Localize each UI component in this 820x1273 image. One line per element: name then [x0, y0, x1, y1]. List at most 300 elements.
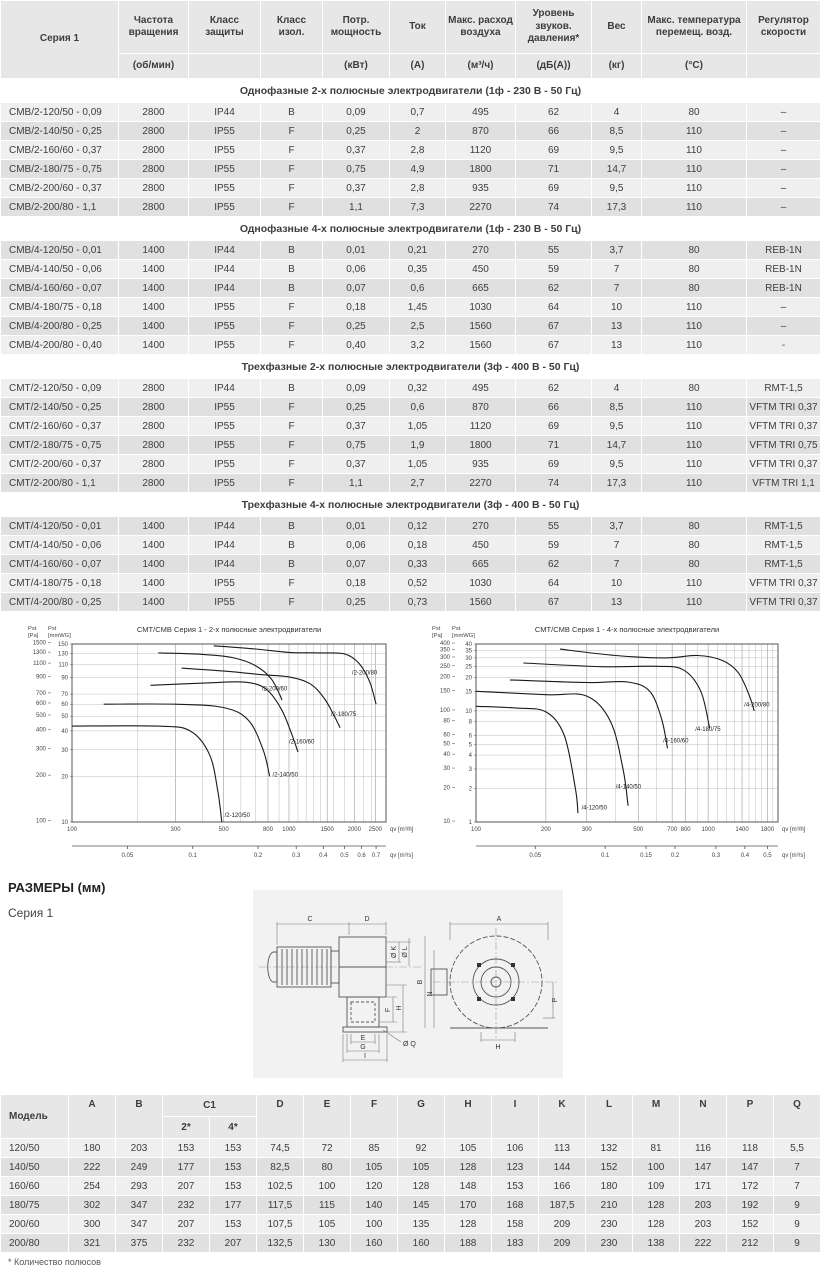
y-pa-tick-label: 400 — [36, 728, 47, 734]
dim-label-g: G — [360, 1044, 365, 1051]
model-cell: 180/75 — [1, 1196, 69, 1215]
spec-cell: IP55 — [189, 593, 261, 612]
y-mmwg-tick-label: 40 — [61, 729, 68, 735]
spec-cell: F — [261, 160, 323, 179]
dims-cell: 123 — [492, 1158, 539, 1177]
dims-cell: 207 — [210, 1234, 257, 1253]
spec-cell: 71 — [516, 436, 592, 455]
x-secondary-tick-label: 0.2 — [254, 853, 263, 859]
spec-cell: 0,32 — [390, 379, 446, 398]
curve-label: /2-140/50 — [273, 772, 299, 778]
model-cell: CMB/2-140/50 - 0,25 — [1, 122, 119, 141]
spec-header-name: Класс изол. — [261, 1, 323, 54]
spec-cell: RMT-1,5 — [747, 517, 820, 536]
spec-cell: 1120 — [446, 417, 516, 436]
model-cell: CMB/4-180/75 - 0,18 — [1, 298, 119, 317]
dims-row — [1, 1158, 820, 1177]
spec-cell: 1400 — [119, 279, 189, 298]
spec-cell: 80 — [642, 379, 747, 398]
model-cell: CMT/4-120/50 - 0,01 — [1, 517, 119, 536]
spec-row — [1, 536, 820, 555]
spec-cell: 7 — [592, 260, 642, 279]
chart-title: CMT/CMB Серия 1 - 2-х полюсные электродвигатели — [137, 625, 321, 634]
y-pa-tick-label: 200 — [36, 773, 47, 779]
outlet-duct — [347, 997, 379, 1027]
dim-label-q: Ø Q — [403, 1041, 416, 1048]
model-cell: 200/60 — [1, 1215, 69, 1234]
model-cell: CMT/4-140/50 - 0,06 — [1, 536, 119, 555]
model-cell: 200/80 — [1, 1234, 69, 1253]
spec-cell: 110 — [642, 417, 747, 436]
spec-cell: 80 — [642, 536, 747, 555]
spec-cell: 7 — [592, 555, 642, 574]
dims-cell: 107,5 — [257, 1215, 304, 1234]
spec-cell: B — [261, 536, 323, 555]
spec-header-name: Макс. расход воздуха — [446, 1, 516, 54]
spec-header-unit — [747, 54, 820, 79]
dims-header-letter: M — [633, 1095, 680, 1139]
spec-cell: 0,25 — [323, 593, 390, 612]
spec-table — [0, 0, 820, 612]
spec-cell: 110 — [642, 436, 747, 455]
model-cell: CMB/4-160/60 - 0,07 — [1, 279, 119, 298]
spec-cell: 59 — [516, 536, 592, 555]
spec-cell: – — [747, 179, 820, 198]
spec-header-name: Регулятор скорости — [747, 1, 820, 54]
spec-cell: 1560 — [446, 593, 516, 612]
spec-cell: 62 — [516, 103, 592, 122]
y-pa-tick-label: 300 — [36, 747, 47, 753]
dims-cell: 158 — [492, 1215, 539, 1234]
spec-cell: 495 — [446, 379, 516, 398]
spec-cell: 2800 — [119, 398, 189, 417]
spec-cell: RMT-1,5 — [747, 379, 820, 398]
spec-cell: IP55 — [189, 317, 261, 336]
model-cell: CMB/4-140/50 - 0,06 — [1, 260, 119, 279]
y-mmwg-tick-label: 20 — [465, 675, 472, 681]
dims-header-letter: L — [586, 1095, 633, 1139]
model-cell: CMT/2-120/50 - 0,09 — [1, 379, 119, 398]
spec-cell: 1560 — [446, 336, 516, 355]
spec-cell: 0,21 — [390, 241, 446, 260]
spec-row — [1, 398, 820, 417]
spec-cell: 66 — [516, 122, 592, 141]
section-title: Однофазные 4-х полюсные электродвигатели (1ф - 230 В - 50 Гц) — [1, 217, 820, 241]
spec-cell: IP55 — [189, 436, 261, 455]
spec-cell: 2800 — [119, 160, 189, 179]
spec-row — [1, 279, 820, 298]
spec-cell: 110 — [642, 474, 747, 493]
dims-cell: 222 — [680, 1234, 727, 1253]
spec-row — [1, 241, 820, 260]
model-cell: CMT/2-200/60 - 0,37 — [1, 455, 119, 474]
spec-row — [1, 474, 820, 493]
spec-cell: 935 — [446, 179, 516, 198]
model-cell: CMB/4-200/80 - 0,25 — [1, 317, 119, 336]
spec-cell: IP44 — [189, 260, 261, 279]
spec-cell: 1800 — [446, 160, 516, 179]
y-pa-tick-label: 1500 — [33, 641, 47, 647]
spec-cell: 2800 — [119, 122, 189, 141]
dims-cell: 177 — [210, 1196, 257, 1215]
spec-cell: F — [261, 417, 323, 436]
spec-row — [1, 417, 820, 436]
spec-row — [1, 179, 820, 198]
curve-label: /2-160/60 — [289, 740, 315, 746]
spec-cell: F — [261, 593, 323, 612]
spec-cell: 2800 — [119, 198, 189, 217]
spec-cell: 13 — [592, 336, 642, 355]
spec-cell: 14,7 — [592, 160, 642, 179]
x-tick-label: 800 — [263, 827, 274, 833]
spec-header-name: Класс защиты — [189, 1, 261, 54]
spec-header-name: Макс. температура перемещ. возд. — [642, 1, 747, 54]
y-mmwg-tick-label: 20 — [61, 774, 68, 780]
spec-cell: 2800 — [119, 103, 189, 122]
spec-cell: 1,9 — [390, 436, 446, 455]
spec-cell: F — [261, 336, 323, 355]
spec-cell: 110 — [642, 122, 747, 141]
model-cell: CMB/4-120/50 - 0,01 — [1, 241, 119, 260]
y-pa-tick-label: 1300 — [33, 650, 47, 656]
dims-cell: 105 — [351, 1158, 398, 1177]
y-mmwg-tick-label: 15 — [465, 689, 472, 695]
spec-cell: VFTM TRI 1,1 — [747, 474, 820, 493]
dims-cell: 347 — [116, 1215, 163, 1234]
spec-cell: 0,35 — [390, 260, 446, 279]
outlet-flange — [343, 1027, 387, 1032]
dims-header-letter: G — [398, 1095, 445, 1139]
spec-cell: 0,33 — [390, 555, 446, 574]
dims-cell: 118 — [727, 1139, 774, 1158]
spec-cell: 1030 — [446, 574, 516, 593]
curve-/2-180/75 — [182, 668, 341, 728]
y-mmwg-tick-label: 50 — [61, 714, 68, 720]
spec-cell: 870 — [446, 122, 516, 141]
spec-cell: IP44 — [189, 555, 261, 574]
spec-cell: VFTM TRI 0,37 — [747, 398, 820, 417]
x-secondary-tick-label: 0.3 — [712, 853, 721, 859]
spec-cell: – — [747, 198, 820, 217]
curve-/4-200/80 — [560, 649, 754, 711]
spec-cell: 935 — [446, 455, 516, 474]
spec-cell: IP55 — [189, 474, 261, 493]
spec-header-name: Вес — [592, 1, 642, 54]
spec-cell: 110 — [642, 574, 747, 593]
spec-cell: 2800 — [119, 417, 189, 436]
model-cell: 140/50 — [1, 1158, 69, 1177]
spec-header-name: Уровень звуков. давления* — [516, 1, 592, 54]
spec-cell: 9,5 — [592, 417, 642, 436]
spec-cell: IP55 — [189, 417, 261, 436]
dims-cell: 153 — [210, 1139, 257, 1158]
dims-header-letter: H — [445, 1095, 492, 1139]
dims-cell: 153 — [210, 1215, 257, 1234]
spec-cell: 1400 — [119, 574, 189, 593]
spec-cell: 665 — [446, 279, 516, 298]
spec-cell: 0,09 — [323, 379, 390, 398]
dims-cell: 147 — [727, 1158, 774, 1177]
spec-cell: 55 — [516, 517, 592, 536]
spec-cell: 69 — [516, 455, 592, 474]
outlet-opening — [351, 1002, 375, 1022]
spec-cell: IP55 — [189, 398, 261, 417]
y-pa-tick-label: 100 — [36, 819, 47, 825]
spec-cell: 80 — [642, 555, 747, 574]
dimensions-drawing — [253, 890, 563, 1078]
spec-cell: 2 — [390, 122, 446, 141]
dims-row — [1, 1234, 820, 1253]
y-axis-pa-label: Pst — [432, 626, 441, 632]
spec-cell: F — [261, 398, 323, 417]
dims-cell: 7 — [774, 1158, 820, 1177]
x-secondary-tick-label: 0.5 — [340, 853, 349, 859]
dimensions-series-label: Серия 1 — [8, 906, 53, 920]
model-cell: 160/60 — [1, 1177, 69, 1196]
dim-label-l: Ø L — [402, 946, 409, 957]
dims-cell: 254 — [69, 1177, 116, 1196]
y-mmwg-tick-label: 8 — [469, 720, 473, 726]
curve-label: /4-180/75 — [695, 727, 721, 733]
curve-label: /2-120/50 — [225, 813, 251, 819]
dims-cell: 209 — [539, 1215, 586, 1234]
spec-cell: – — [747, 298, 820, 317]
x-secondary-tick-label: 0.1 — [601, 853, 610, 859]
curve-/4-180/75 — [523, 663, 709, 728]
spec-cell: 64 — [516, 298, 592, 317]
model-cell: CMT/4-200/80 - 0,25 — [1, 593, 119, 612]
spec-cell: B — [261, 517, 323, 536]
spec-cell: 1400 — [119, 536, 189, 555]
y-mmwg-tick-label: 70 — [61, 692, 68, 698]
dims-cell: 207 — [163, 1215, 210, 1234]
x-tick-label: 1400 — [735, 827, 749, 833]
dims-cell: 166 — [539, 1177, 586, 1196]
spec-cell: 0,25 — [323, 398, 390, 417]
dims-cell: 128 — [445, 1215, 492, 1234]
dimensions-table — [0, 1094, 820, 1253]
spec-cell: 2,8 — [390, 141, 446, 160]
spec-cell: – — [747, 141, 820, 160]
dims-row — [1, 1139, 820, 1158]
spec-cell: 0,01 — [323, 241, 390, 260]
dims-cell: 160 — [398, 1234, 445, 1253]
poles-footnote: * Количество полюсов — [0, 1253, 820, 1273]
y-mmwg-tick-label: 60 — [61, 702, 68, 708]
dims-cell: 300 — [69, 1215, 116, 1234]
dims-cell: 293 — [116, 1177, 163, 1196]
spec-cell: IP55 — [189, 298, 261, 317]
model-cell: 120/50 — [1, 1139, 69, 1158]
model-cell: CMB/2-160/60 - 0,37 — [1, 141, 119, 160]
spec-cell: 0,18 — [390, 536, 446, 555]
dims-cell: 177 — [163, 1158, 210, 1177]
spec-cell: B — [261, 379, 323, 398]
spec-cell: 2270 — [446, 198, 516, 217]
y-axis-pa-label: [Pa] — [28, 633, 39, 639]
spec-cell: 74 — [516, 198, 592, 217]
y-mmwg-tick-label: 130 — [58, 651, 69, 657]
performance-charts — [26, 620, 820, 866]
x-axis-secondary-label: qv [m³/s] — [390, 853, 413, 859]
x-tick-label: 800 — [681, 827, 692, 833]
x-secondary-tick-label: 0.4 — [741, 853, 750, 859]
spec-cell: 0,07 — [323, 555, 390, 574]
spec-cell: 2800 — [119, 379, 189, 398]
y-mmwg-tick-label: 4 — [469, 753, 473, 759]
spec-row — [1, 436, 820, 455]
x-tick-label: 2000 — [348, 827, 362, 833]
spec-cell: 495 — [446, 103, 516, 122]
dims-cell: 115 — [304, 1196, 351, 1215]
curve-label: /4-140/50 — [616, 785, 642, 791]
y-axis-mmwg-label: [mmWG] — [452, 633, 475, 639]
dims-cell: 147 — [680, 1158, 727, 1177]
scroll-upper — [339, 937, 386, 967]
x-secondary-tick-label: 0.05 — [122, 853, 134, 859]
curve-/2-200/60 — [158, 653, 282, 700]
dims-cell: 152 — [586, 1158, 633, 1177]
spec-row — [1, 517, 820, 536]
dims-cell: 145 — [398, 1196, 445, 1215]
spec-cell: 0,18 — [323, 574, 390, 593]
dims-header-letter: E — [304, 1095, 351, 1139]
spec-cell: 0,12 — [390, 517, 446, 536]
spec-cell: VFTM TRI 0,37 — [747, 593, 820, 612]
dims-cell: 209 — [539, 1234, 586, 1253]
spec-cell: 1400 — [119, 260, 189, 279]
spec-cell: 4,9 — [390, 160, 446, 179]
y-axis-mmwg-label: Pst — [452, 626, 461, 632]
dims-cell: 153 — [163, 1139, 210, 1158]
spec-cell: 0,37 — [323, 141, 390, 160]
dims-header-letter: P — [727, 1095, 774, 1139]
dims-cell: 106 — [492, 1139, 539, 1158]
spec-cell: IP44 — [189, 379, 261, 398]
spec-header-unit: (м³/ч) — [446, 54, 516, 79]
y-pa-tick-label: 400 — [440, 641, 451, 647]
spec-cell: 10 — [592, 298, 642, 317]
curve-/4-120/50 — [476, 706, 578, 813]
spec-row — [1, 141, 820, 160]
dims-cell: 135 — [398, 1215, 445, 1234]
spec-cell: REB-1N — [747, 241, 820, 260]
curve-/2-140/50 — [104, 704, 270, 776]
spec-cell: 4 — [592, 103, 642, 122]
spec-cell: F — [261, 436, 323, 455]
spec-cell: VFTM TRI 0,37 — [747, 455, 820, 474]
spec-cell: VFTM TRI 0,37 — [747, 574, 820, 593]
spec-cell: 3,7 — [592, 517, 642, 536]
dim-label-n: N — [427, 991, 434, 996]
spec-cell: IP55 — [189, 179, 261, 198]
spec-cell: IP44 — [189, 241, 261, 260]
spec-row — [1, 260, 820, 279]
dims-header-poles: 4* — [210, 1117, 257, 1139]
spec-cell: 110 — [642, 141, 747, 160]
y-mmwg-tick-label: 110 — [58, 662, 68, 668]
dims-cell: 152 — [727, 1215, 774, 1234]
spec-cell: 110 — [642, 179, 747, 198]
spec-cell: 2800 — [119, 141, 189, 160]
dims-cell: 203 — [680, 1196, 727, 1215]
dims-cell: 347 — [116, 1196, 163, 1215]
spec-table-head — [1, 1, 820, 79]
dims-cell: 80 — [304, 1158, 351, 1177]
dims-header-letter: I — [492, 1095, 539, 1139]
y-mmwg-tick-label: 25 — [465, 665, 472, 671]
y-pa-tick-label: 200 — [440, 675, 451, 681]
dims-cell: 130 — [304, 1234, 351, 1253]
curve-label: /4-200/80 — [744, 702, 770, 708]
spec-cell: 3,7 — [592, 241, 642, 260]
spec-cell: 62 — [516, 379, 592, 398]
drawing-box — [253, 890, 563, 1078]
dim-label-f: F — [385, 1008, 392, 1012]
chart-2pole-curves — [26, 620, 422, 866]
spec-header-unit: (кВт) — [323, 54, 390, 79]
spec-cell: VFTM TRI 0,75 — [747, 436, 820, 455]
spec-cell: 0,7 — [390, 103, 446, 122]
dims-header-letter: D — [257, 1095, 304, 1139]
y-pa-tick-label: 500 — [36, 713, 47, 719]
y-pa-tick-label: 900 — [36, 674, 47, 680]
x-secondary-tick-label: 0.4 — [319, 853, 328, 859]
dims-header-group: C1 — [163, 1095, 257, 1117]
x-tick-label: 1000 — [701, 827, 715, 833]
dims-cell: 160 — [351, 1234, 398, 1253]
dims-cell: 203 — [116, 1139, 163, 1158]
spec-cell: 0,73 — [390, 593, 446, 612]
dims-cell: 144 — [539, 1158, 586, 1177]
model-cell: CMB/2-120/50 - 0,09 — [1, 103, 119, 122]
spec-row — [1, 122, 820, 141]
spec-cell: IP55 — [189, 160, 261, 179]
dims-cell: 230 — [586, 1234, 633, 1253]
dims-cell: 81 — [633, 1139, 680, 1158]
y-pa-tick-label: 20 — [443, 786, 450, 792]
spec-cell: 110 — [642, 317, 747, 336]
y-mmwg-tick-label: 1 — [469, 820, 473, 826]
dims-cell: 138 — [633, 1234, 680, 1253]
spec-cell: 1,05 — [390, 417, 446, 436]
spec-cell: 0,25 — [323, 122, 390, 141]
dims-cell: 85 — [351, 1139, 398, 1158]
dims-cell: 72 — [304, 1139, 351, 1158]
spec-cell: IP44 — [189, 536, 261, 555]
spec-cell: 0,6 — [390, 398, 446, 417]
spec-cell: 17,3 — [592, 198, 642, 217]
spec-cell: 2800 — [119, 474, 189, 493]
y-pa-tick-label: 100 — [440, 708, 451, 714]
spec-cell: 110 — [642, 336, 747, 355]
spec-row — [1, 317, 820, 336]
spec-cell: 270 — [446, 241, 516, 260]
spec-cell: IP44 — [189, 103, 261, 122]
model-cell: CMT/2-160/60 - 0,37 — [1, 417, 119, 436]
dims-cell: 9 — [774, 1234, 820, 1253]
y-pa-tick-label: 80 — [443, 719, 450, 725]
dims-cell: 9 — [774, 1215, 820, 1234]
curve-label: /2-200/80 — [352, 671, 378, 677]
spec-cell: 110 — [642, 198, 747, 217]
dims-cell: 148 — [445, 1177, 492, 1196]
spec-cell: 66 — [516, 398, 592, 417]
section-title: Трехфазные 4-х полюсные электродвигатели (3ф - 400 В - 50 Гц) — [1, 493, 820, 517]
y-axis-mmwg-label: [mmWG] — [48, 633, 71, 639]
dims-cell: 171 — [680, 1177, 727, 1196]
dims-header-letter: F — [351, 1095, 398, 1139]
